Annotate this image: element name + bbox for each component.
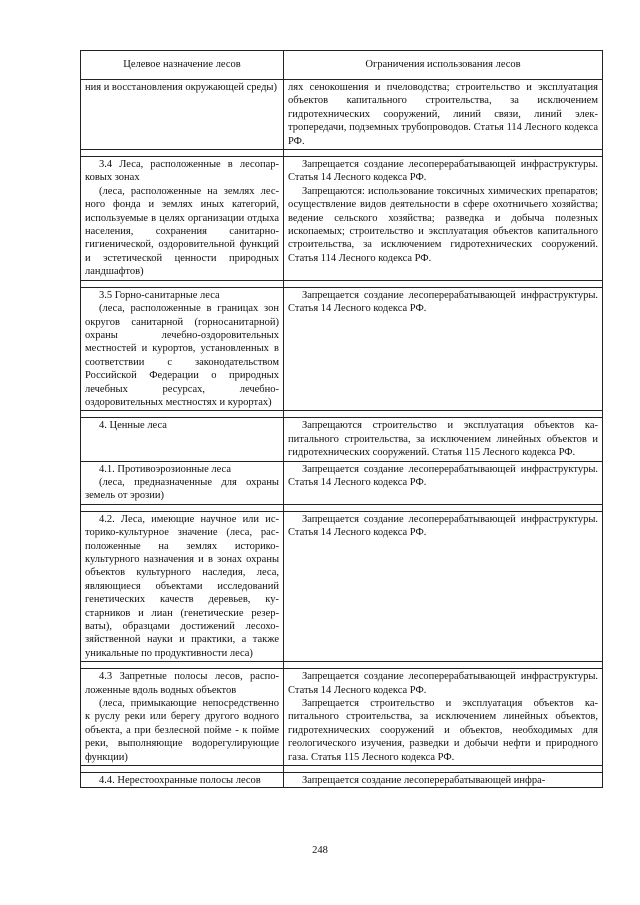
purpose-title: 3.4 Леса, расположенные в лесопарковых зонах	[85, 159, 279, 184]
table-row	[81, 461, 603, 504]
purpose-text: 4.2. Леса, имеющие научное или историко-культурное значение (леса, расположенные на землях историко-культурного назначения и в зонах охраны объектов культурного наследия, леса, являющиеся объектами исследований генетических качеств деревьев, кустарников и лиан (генетические резерваты), образцами достижений лесохозяйственной науки и практики, а также уникальные по продуктивности леса)	[85, 513, 279, 659]
table-row	[81, 287, 603, 411]
purpose-cell	[81, 80, 284, 150]
purpose-title: 3.5 Горно-санитарные леса	[99, 289, 220, 301]
purpose-cell	[81, 773, 284, 788]
table-header-row	[81, 51, 603, 80]
table-row	[81, 669, 603, 766]
table-row	[81, 80, 603, 150]
restriction-text: Запрещаются строительство и эксплуатация объектов капитального строительства, за исключением линейных объектов и гидротехнических сооружений. Статья 115 Лесного кодекса РФ.	[288, 420, 598, 459]
table-row	[81, 157, 603, 281]
purpose-cell	[81, 287, 284, 411]
purpose-title: 4.1. Противоэрозионные леса	[99, 463, 232, 475]
purpose-cell	[81, 511, 284, 661]
restriction-text: Запрещается создание лесоперерабатывающей инфраструктуры. Статья 14 Лесного кодекса РФ.	[288, 671, 598, 696]
purpose-cell	[81, 461, 284, 504]
header-purpose: Целевое назначение лесов	[81, 51, 284, 80]
purpose-text: (леса, примыкающие непосредственно к руслу реки или берегу другого водного объекта, а при безлесной пойме - к пойме реки, выполняющие водорегулирующие функции)	[85, 698, 279, 763]
restriction-text: лях сенокошения и пчеловодства; строительство и эксплуатация объектов капитального строительства, за исключением гидротехнических сооружений, линий связи, линий электропередачи, подземных трубопроводов. Статья 114 Лесного кодекса РФ.	[288, 82, 598, 147]
purpose-text: ния и восстановления окружающей среды)	[85, 82, 277, 93]
restriction-text: Запрещается строительство и эксплуатация объектов капитального строительства, за исключением линейных объектов, гидротехнических сооружений и объектов, необходимых для геологического изучения, разведки и добычи нефти и природного газа. Статья 115 Лесного кодекса РФ.	[288, 698, 598, 763]
restriction-cell	[284, 157, 603, 281]
restriction-text: Запрещается создание лесоперерабатывающей инфраструктуры. Статья 14 Лесного кодекса РФ.	[288, 463, 598, 488]
purpose-text: (леса, расположенные на землях лесного фонда и землях иных категорий, используемые в целях организации отдыха населения, сохранения санитарно-гигиенической, оздоровительной функций и эстетической ценности природных ландшафтов)	[85, 185, 279, 278]
restriction-cell	[284, 80, 603, 150]
restriction-text: Запрещаются: использование токсичных химических препаратов; осуществление видов деятельности в сфере охотничьего хозяйства; ведение сельского хозяйства; разведка и добыча полезных ископаемых; строительство и эксплуатация объектов капитального строительства, за исключением гидротехнических сооружений. Статья 114 Лесного кодекса РФ.	[288, 185, 598, 264]
restriction-text: Запрещается создание лесоперерабатывающей инфраструктуры. Статья 14 Лесного кодекса РФ.	[288, 159, 598, 184]
restriction-text: Запрещается создание лесоперерабатывающей инфра-	[302, 775, 546, 787]
table-row	[81, 773, 603, 788]
page-number: 248	[312, 845, 328, 856]
table-row	[81, 511, 603, 661]
restriction-cell	[284, 773, 603, 788]
purpose-cell	[81, 157, 284, 281]
purpose-text: (леса, расположенные в границах зон округов санитарной (горносанитарной) охраны лечебно-оздоровительных местностей и курортов, установленных в соответствии с законодательством Российской Федерации о природных лечебных ресурсах, лечебно-оздоровительных местностях и курортах)	[85, 303, 279, 408]
purpose-title: 4.3 Запретные полосы лесов, расположенные вдоль водных объектов	[85, 671, 279, 696]
table-row	[81, 418, 603, 461]
restriction-text: Запрещается создание лесоперерабатывающей инфраструктуры. Статья 14 Лесного кодекса РФ.	[288, 289, 598, 315]
purpose-cell	[81, 418, 284, 461]
purpose-title: 4.4. Нерестоохранные полосы лесов	[99, 775, 261, 787]
restriction-text: Запрещается создание лесоперерабатывающей инфраструктуры. Статья 14 Лесного кодекса РФ.	[288, 513, 598, 539]
restriction-cell	[284, 418, 603, 461]
purpose-title: 4. Ценные леса	[99, 420, 167, 432]
purpose-cell	[81, 669, 284, 766]
restriction-cell	[284, 669, 603, 766]
restriction-cell	[284, 287, 603, 411]
restriction-cell	[284, 461, 603, 504]
forest-restrictions-table	[80, 50, 603, 788]
purpose-text: (леса, предназначенные для охраны земель от эрозии)	[85, 476, 279, 502]
header-restrictions: Ограничения использования лесов	[284, 51, 603, 80]
restriction-cell	[284, 511, 603, 661]
